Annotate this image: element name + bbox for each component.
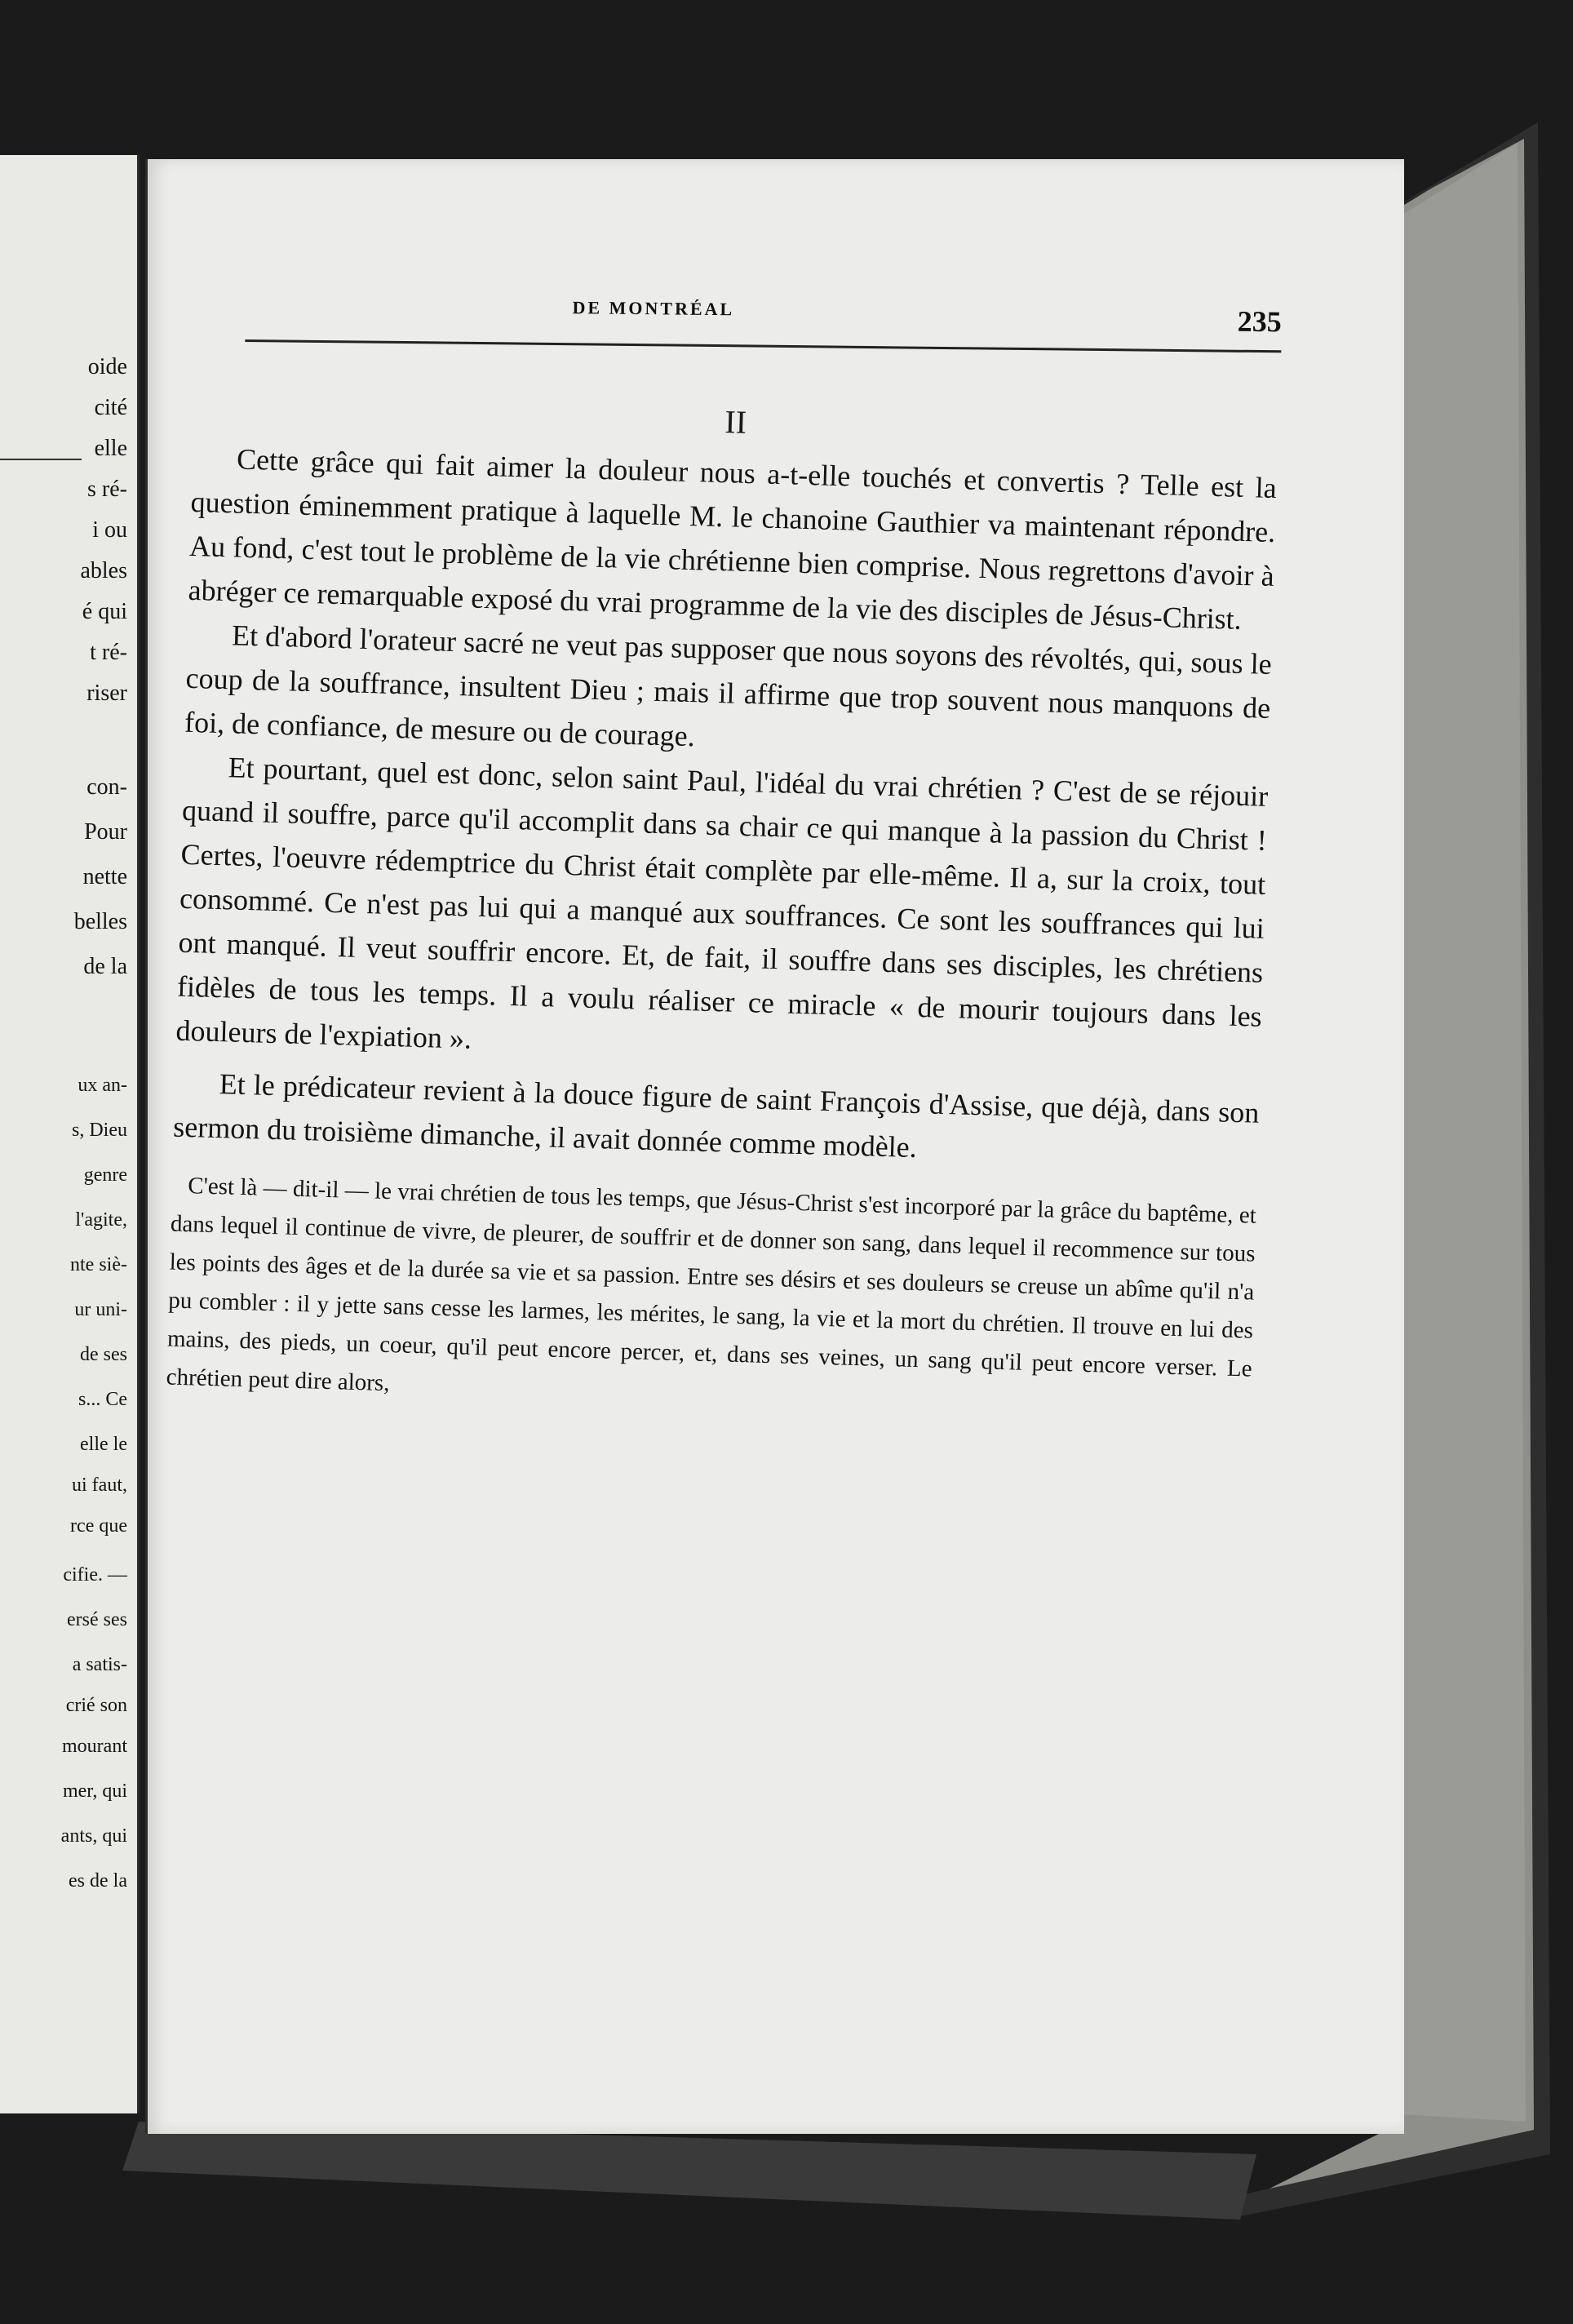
previous-page-line: l'agite, (75, 1209, 127, 1231)
block-quote: C'est là — dit-il — le vrai chrétien de tous les temps, que Jésus-Christ s'est incorporé par la grâce du baptême, et dans lequel il continue de vivre, de pleurer, de souffrir et de donner son sang, dans lequel il recommence sur tous les points des âges et de la durée sa vie et sa passion. Entre ses désirs et ses douleurs se creuse un abîme qu'il n'a pu combler : il y jette sans cesse les larmes, les mérites, le sang, la vie et la mort du chrétien. Il trouve en lui des mains, des pieds, un coeur, qu'il peut encore percer, et, dans ses veines, un sang qu'il peut encore verser. Le chrétien peut dire alors, (166, 1173, 1257, 1397)
body-paragraph: Et pourtant, quel est donc, selon saint Paul, l'idéal du vrai chrétien ? C'est de se réjouir quand il souffre, parce qu'il accomplit dans sa chair ce qui manque à la passion du Christ ! Certes, l'oeuvre rédemptrice du Christ était complète par elle-même. Il a, sur la croix, tout consommé. Ce n'est pas lui qui a manqué aux souffrances. Ce sont les souffrances qui lui ont manqué. Il veut souffrir encore. Et, de fait, il souffre dans ses disciples, les chrétiens fidèles de tous les temps. Il a voulu réaliser ce miracle « de mourir toujours dans les douleurs de l'expiation ». (175, 751, 1269, 1055)
previous-page-line: de ses (80, 1344, 127, 1365)
previous-page-line: elle le (80, 1434, 127, 1455)
previous-page-line: riser (86, 681, 127, 706)
body-paragraph: Et le prédicateur revient à la douce figure de saint François d'Assise, que déjà, dans son sermon du troisième dimanche, il avait donnée comme modèle. (172, 1067, 1260, 1164)
previous-page-line: é qui (82, 599, 127, 624)
previous-page-line: s... Ce (78, 1389, 127, 1410)
previous-page-line: t ré- (90, 640, 127, 665)
previous-page-line: ersé ses (67, 1609, 127, 1630)
previous-page-line: mer, qui (62, 1781, 127, 1802)
previous-page-line: oide (87, 354, 127, 379)
previous-page-line: cité (94, 395, 127, 420)
previous-page-line: ux an- (78, 1075, 127, 1096)
previous-page-line: nte siè- (70, 1254, 127, 1275)
previous-page-line: ui faut, (72, 1475, 127, 1496)
previous-page-line: Pour (84, 819, 127, 845)
previous-page-line: de la (83, 954, 127, 979)
previous-page-line: ables (80, 558, 127, 583)
previous-page-line: es de la (69, 1870, 127, 1892)
previous-page-line: crié son (65, 1695, 127, 1716)
page-body (165, 290, 1281, 1451)
running-head-title: DE MONTRÉAL (572, 297, 735, 320)
section-heading: II (724, 403, 747, 441)
body-paragraph: Cette grâce qui fait aimer la douleur nous a-t-elle touchés et convertis ? Telle est la question éminemment pratique à laquelle M. le chanoine Gauthier va maintenant répondre. Au fond, c'est tout le problème de la vie chrétienne bien comprise. Nous regrettons d'avoir à abréger ce remarquable exposé du vrai programme de la vie des disciples de Jésus-Christ. (188, 442, 1278, 636)
previous-page-line: cifie. — (63, 1564, 127, 1586)
previous-page-line: rce que (70, 1515, 127, 1537)
previous-page-line: genre (83, 1164, 127, 1186)
previous-page-line: s, Dieu (72, 1120, 127, 1141)
previous-page-line: elle (94, 436, 127, 461)
previous-page-line: mourant (62, 1736, 127, 1757)
body-paragraph: Et d'abord l'orateur sacré ne veut pas supposer que nous soyons des révoltés, qui, sous le coup de la souffrance, insultent Dieu ; mais il affirme que trop souvent nous manquons de foi, de confiance, de mesure ou de courage. (184, 619, 1273, 753)
previous-page-line: ants, qui (60, 1825, 127, 1847)
previous-page-header-rule (0, 459, 82, 460)
previous-page-line: i ou (92, 517, 127, 543)
previous-page-line: a satis- (72, 1654, 127, 1675)
previous-page-line: nette (82, 864, 127, 889)
previous-page-line: belles (73, 909, 127, 934)
previous-page-fragment (0, 155, 140, 2113)
previous-page-line: s ré- (87, 477, 127, 502)
page-number: 235 (1237, 304, 1282, 339)
previous-page-line: ur uni- (74, 1299, 127, 1320)
previous-page-line: con- (86, 774, 127, 800)
book-page (145, 159, 1404, 2134)
